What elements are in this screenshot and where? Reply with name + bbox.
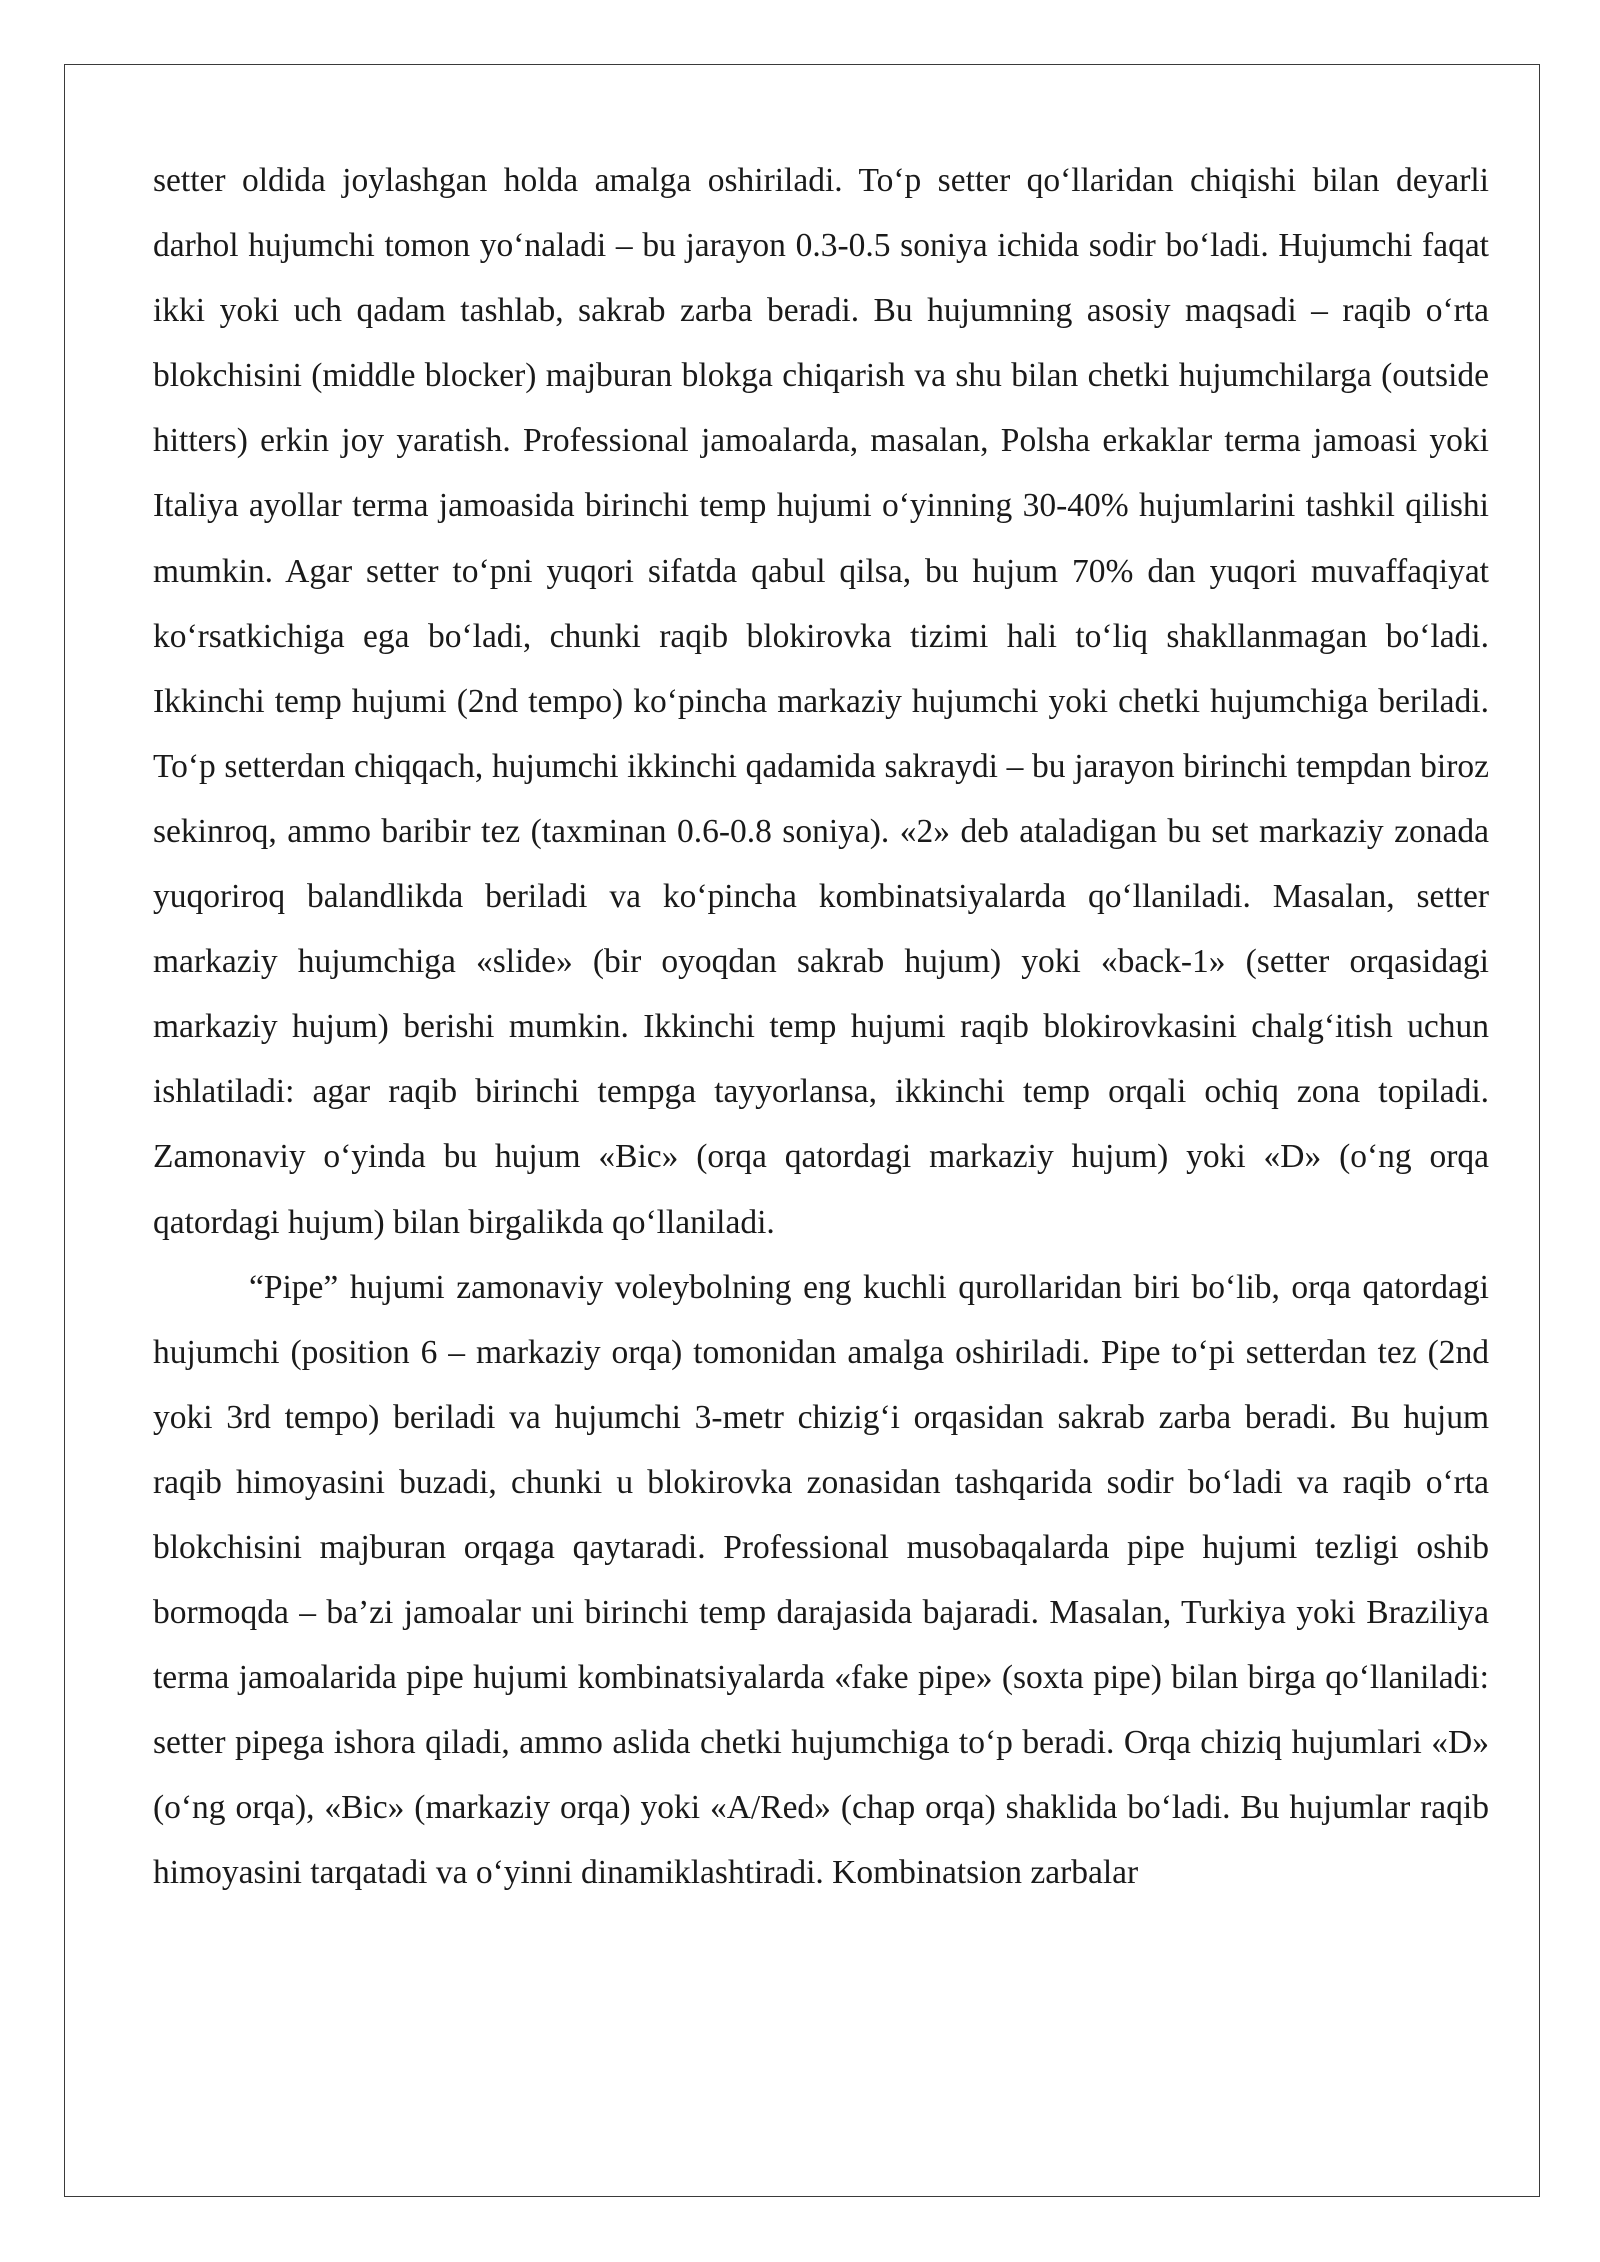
paragraph: setter oldida joylashgan holda amalga oshiriladi. To‘p setter qo‘llaridan chiqishi bilan deyarli darhol hujumchi tomon yo‘naladi – bu jarayon 0.3-0.5 soniya ichida sodir bo‘ladi. Hujumchi faqat ikki yoki uch qadam tashlab, sakrab zarba beradi. Bu hujumning asosiy maqsadi – raqib o‘rta blokchisini (middle blocker) majburan blokga chiqarish va shu bilan chetki hujumchilarga (outside hitters) erkin joy yaratish. Professional jamoalarda, masalan, Polsha erkaklar terma jamoasi yoki Italiya ayollar terma jamoasida birinchi temp hujumi o‘yinning 30-40% hujumlarini tashkil qilishi mumkin. Agar setter to‘pni yuqori sifatda qabul qilsa, bu hujum 70% dan yuqori muvaffaqiyat ko‘rsatkichiga ega bo‘ladi, chunki raqib blokirovka tizimi hali to‘liq shakllanmagan bo‘ladi. Ikkinchi temp hujumi (2nd tempo) ko‘pincha markaziy hujumchi yoki chetki hujumchiga beriladi. To‘p setterdan chiqqach, hujumchi ikkinchi qadamida sakraydi – bu jarayon birinchi tempdan biroz sekinroq, ammo baribir tez (taxminan 0.6-0.8 soniya). «2» deb ataladigan bu set markaziy zonada yuqoriroq balandlikda beriladi va ko‘pincha kombinatsiyalarda qo‘llaniladi. Masalan, setter markaziy hujumchiga «slide» (bir oyoqdan sakrab hujum) yoki «back-1» (setter orqasidagi markaziy hujum) berishi mumkin. Ikkinchi temp hujumi raqib blokirovkasini chalg‘itish uchun ishlatiladi: agar raqib birinchi tempga tayyorlansa, ikkinchi temp orqali ochiq zona topiladi. Zamonaviy o‘yinda bu hujum «Bic» (orqa qatordagi markaziy hujum) yoki «D» (o‘ng orqa qatordagi hujum) bilan birgalikda qo‘llaniladi. [153, 162, 1489, 1241]
paragraph: “Pipe” hujumi zamonaviy voleybolning eng kuchli qurollaridan biri bo‘lib, orqa qatordagi hujumchi (position 6 – markaziy orqa) tomonidan amalga oshiriladi. Pipe to‘pi setterdan tez (2nd yoki 3rd tempo) beriladi va hujumchi 3-metr chizig‘i orqasidan sakrab zarba beradi. Bu hujum raqib himoyasini buzadi, chunki u blokirovka zonasidan tashqarida sodir bo‘ladi va raqib o‘rta blokchisini majburan orqaga qaytaradi. Professional musobaqalarda pipe hujumi tezligi oshib bormoqda – ba’zi jamoalar uni birinchi temp darajasida bajaradi. Masalan, Turkiya yoki Braziliya terma jamoalarida pipe hujumi kombinatsiyalarda «fake pipe» (soxta pipe) bilan birga qo‘llaniladi: setter pipega ishora qiladi, ammo aslida chetki hujumchiga to‘p beradi. Orqa chiziq hujumlari «D» (o‘ng orqa), «Bic» (markaziy orqa) yoki «A/Red» (chap orqa) shaklida bo‘ladi. Bu hujumlar raqib himoyasini tarqatadi va o‘yinni dinamiklashtiradi. Kombinatsion zarbalar [153, 1268, 1489, 1892]
document-body [153, 148, 1489, 1906]
